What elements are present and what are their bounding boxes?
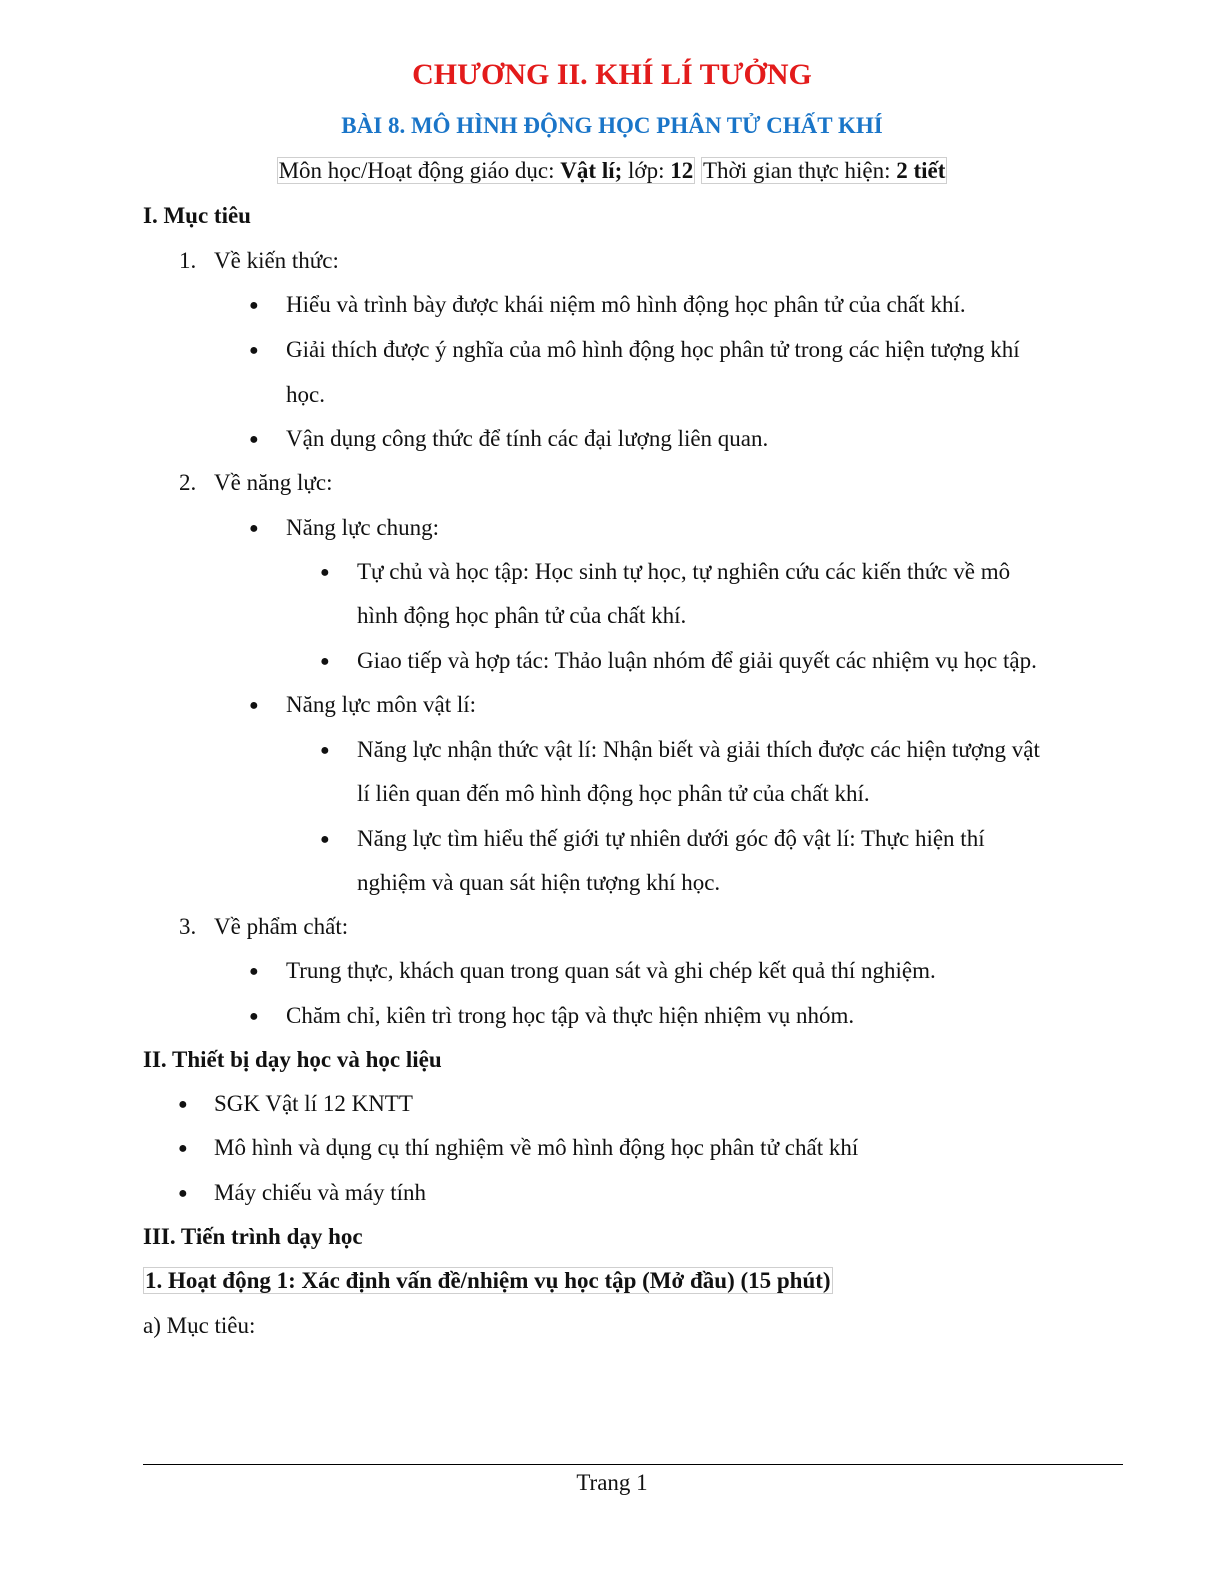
time-box bbox=[701, 157, 947, 184]
page-number: Trang 1 bbox=[576, 1470, 648, 1495]
lesson-meta bbox=[0, 156, 1224, 186]
time-prefix: Thời gian thực hiện: bbox=[702, 158, 897, 183]
bullet-icon: ● bbox=[249, 1008, 259, 1025]
subject-prefix: Môn học/Hoạt động giáo dục: bbox=[278, 158, 561, 183]
bullet-icon: ● bbox=[320, 831, 330, 848]
bullet-icon: ● bbox=[249, 431, 259, 448]
chapter-title: CHƯƠNG II. KHÍ LÍ TƯỞNG bbox=[412, 58, 812, 91]
subject-grade-box bbox=[277, 157, 696, 184]
competence-label: Về năng lực: bbox=[214, 470, 333, 495]
competence-number: 2. bbox=[179, 470, 197, 495]
general-competence-label: Năng lực chung: bbox=[286, 515, 439, 540]
bullet-icon: ● bbox=[178, 1185, 188, 1202]
physics-competence-item: Năng lực nhận thức vật lí: Nhận biết và giải thích được các hiện tượng vật bbox=[357, 737, 1040, 762]
bullet-icon: ● bbox=[249, 342, 259, 359]
activity1-heading bbox=[143, 1266, 833, 1296]
qualities-label: Về phẩm chất: bbox=[214, 914, 349, 939]
objective-label: a) Mục tiêu: bbox=[143, 1313, 256, 1338]
bullet-icon: ● bbox=[178, 1140, 188, 1157]
knowledge-item-continued: học. bbox=[286, 382, 325, 407]
knowledge-item: Vận dụng công thức để tính các đại lượng liên quan. bbox=[286, 426, 769, 451]
lesson-title: BÀI 8. MÔ HÌNH ĐỘNG HỌC PHÂN TỬ CHẤT KHÍ bbox=[341, 113, 883, 138]
knowledge-item: Giải thích được ý nghĩa của mô hình động học phân tử trong các hiện tượng khí bbox=[286, 337, 1020, 362]
grade-value: 12 bbox=[670, 158, 694, 183]
bullet-icon: ● bbox=[249, 520, 259, 537]
bullet-icon: ● bbox=[249, 697, 259, 714]
footer-divider bbox=[143, 1464, 1123, 1465]
bullet-icon: ● bbox=[320, 564, 330, 581]
grade-prefix: lớp: bbox=[622, 158, 671, 183]
time-value: 2 tiết bbox=[896, 158, 946, 183]
general-competence-item: Giao tiếp và hợp tác: Thảo luận nhóm để giải quyết các nhiệm vụ học tập. bbox=[357, 648, 1037, 673]
process-heading: III. Tiến trình dạy học bbox=[143, 1224, 363, 1249]
bullet-icon: ● bbox=[320, 742, 330, 759]
qualities-item: Trung thực, khách quan trong quan sát và ghi chép kết quả thí nghiệm. bbox=[286, 958, 936, 983]
knowledge-item: Hiểu và trình bày được khái niệm mô hình động học phân tử của chất khí. bbox=[286, 292, 966, 317]
qualities-number: 3. bbox=[179, 914, 197, 939]
equipment-item: Mô hình và dụng cụ thí nghiệm về mô hình động học phân tử chất khí bbox=[214, 1135, 859, 1160]
general-competence-item-continued: hình động học phân tử của chất khí. bbox=[357, 603, 687, 628]
equipment-item: SGK Vật lí 12 KNTT bbox=[214, 1091, 413, 1116]
qualities-item: Chăm chỉ, kiên trì trong học tập và thực hiện nhiệm vụ nhóm. bbox=[286, 1003, 855, 1028]
bullet-icon: ● bbox=[249, 297, 259, 314]
equipment-heading: II. Thiết bị dạy học và học liệu bbox=[143, 1047, 442, 1072]
physics-competence-item-continued: lí liên quan đến mô hình động học phân tử của chất khí. bbox=[357, 781, 870, 806]
objectives-heading: I. Mục tiêu bbox=[143, 203, 251, 228]
bullet-icon: ● bbox=[320, 653, 330, 670]
bullet-icon: ● bbox=[249, 963, 259, 980]
general-competence-item: Tự chủ và học tập: Học sinh tự học, tự nghiên cứu các kiến thức về mô bbox=[357, 559, 1011, 584]
equipment-item: Máy chiếu và máy tính bbox=[214, 1180, 427, 1205]
physics-competence-label: Năng lực môn vật lí: bbox=[286, 692, 477, 717]
physics-competence-item: Năng lực tìm hiểu thế giới tự nhiên dưới góc độ vật lí: Thực hiện thí bbox=[357, 826, 985, 851]
subject-value: Vật lí; bbox=[560, 158, 623, 183]
knowledge-number: 1. bbox=[179, 248, 197, 273]
activity1-heading-text: 1. Hoạt động 1: Xác định vấn đề/nhiệm vụ học tập (Mở đầu) (15 phút) bbox=[145, 1268, 831, 1293]
bullet-icon: ● bbox=[178, 1096, 188, 1113]
physics-competence-item-continued: nghiệm và quan sát hiện tượng khí học. bbox=[357, 870, 721, 895]
knowledge-label: Về kiến thức: bbox=[214, 248, 339, 273]
